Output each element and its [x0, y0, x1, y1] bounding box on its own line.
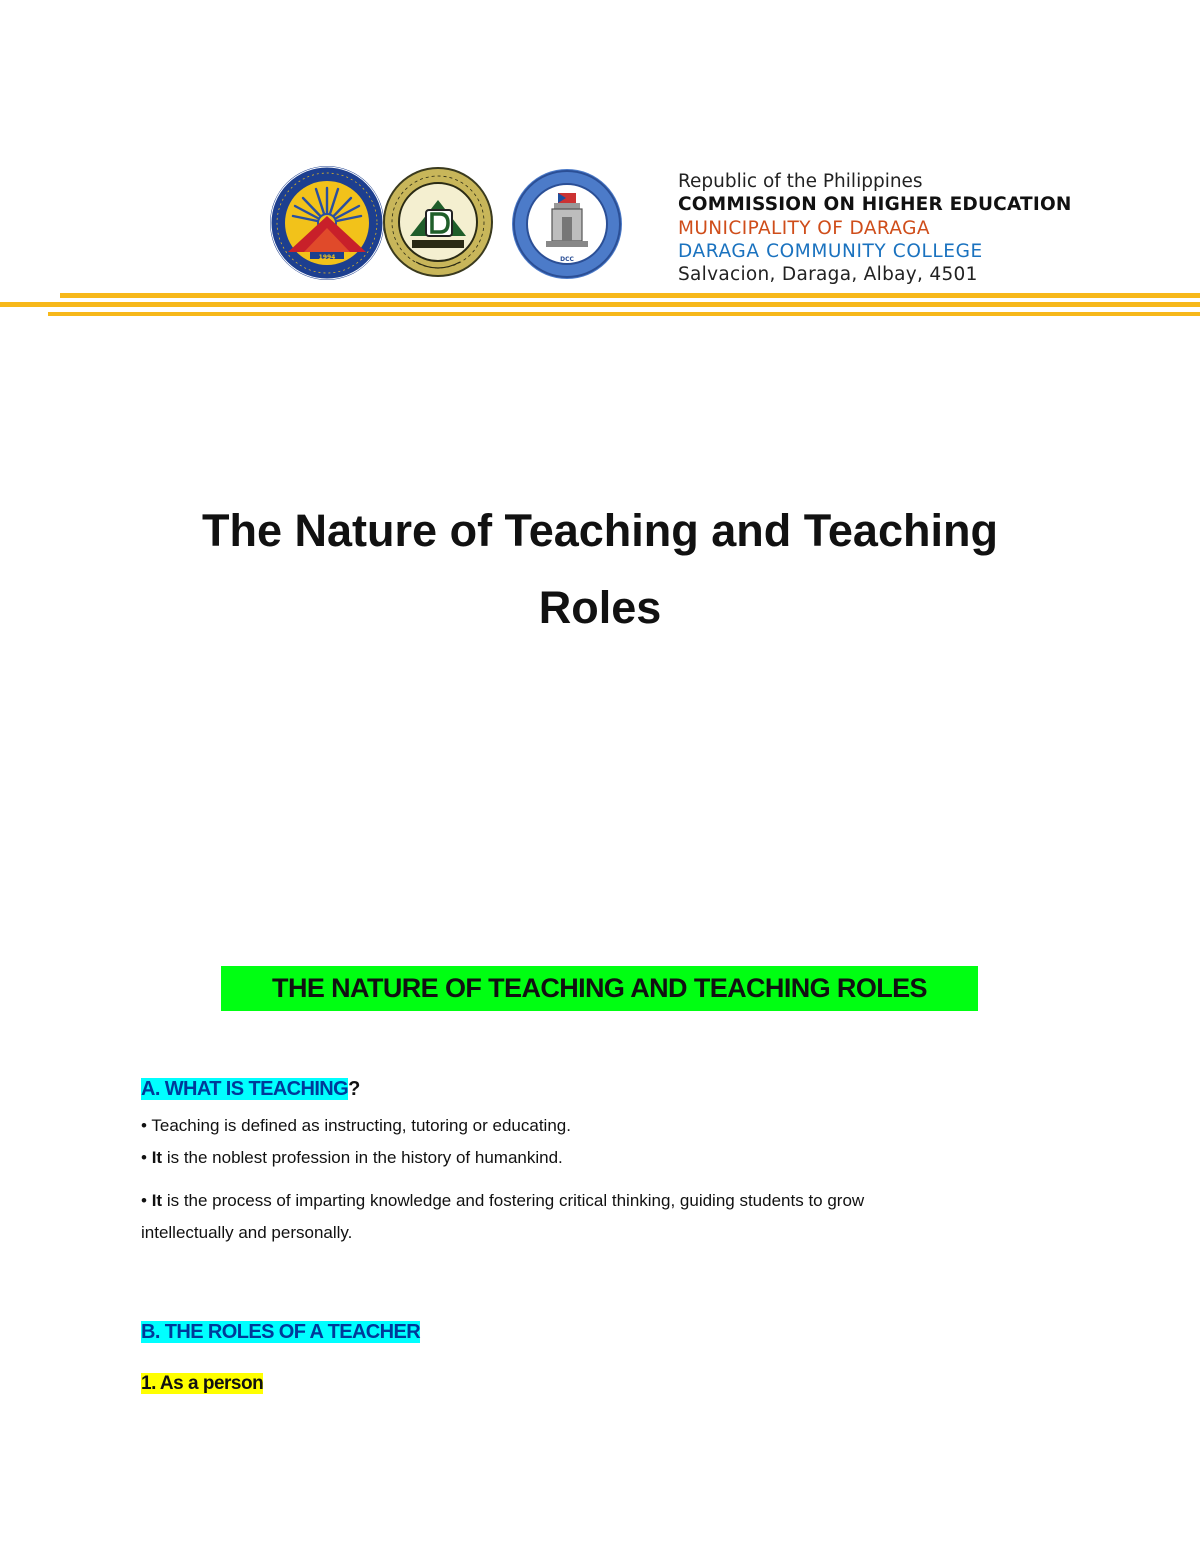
address-line: Salvacion, Daraga, Albay, 4501: [678, 264, 978, 286]
svg-text:1994: 1994: [318, 254, 336, 261]
section-b-heading-text: B. THE ROLES OF A TEACHER: [141, 1321, 421, 1343]
municipality-line: MUNICIPALITY OF DARAGA: [678, 217, 930, 239]
ched-seal-icon: [268, 164, 386, 282]
section-a-heading-text: A. WHAT IS TEACHING: [141, 1078, 349, 1100]
bullet-lead: It: [151, 1148, 163, 1167]
role-item-label: 1. As a person: [141, 1373, 264, 1394]
document-title: [0, 492, 1200, 646]
role-item: [141, 1371, 263, 1397]
bullet-text: Teaching is defined as instructing, tutoring or educating.: [151, 1116, 571, 1135]
svg-text:DCC: DCC: [560, 256, 574, 263]
title-line-2: Roles: [538, 582, 662, 633]
bullet-text: is the process of imparting knowledge and fostering critical thinking, guiding students to grow: [166, 1191, 865, 1210]
header-rule-middle: [0, 302, 1200, 307]
list-item: [141, 1185, 864, 1217]
bullet-lead: It: [151, 1191, 163, 1210]
logo-row: [268, 162, 640, 290]
list-item: [141, 1110, 571, 1142]
section-b-heading: [141, 1318, 420, 1346]
bullet-mark: •: [141, 1191, 147, 1210]
daraga-community-college-seal-icon: [502, 165, 632, 283]
bullet-mark: •: [141, 1148, 147, 1167]
bullet-mark: •: [141, 1116, 147, 1135]
title-line-1: The Nature of Teaching and Teaching: [202, 505, 998, 556]
municipality-of-daraga-seal-icon: [382, 162, 494, 282]
section-a-heading: [141, 1075, 360, 1103]
topic-banner: THE NATURE OF TEACHING AND TEACHING ROLES: [221, 966, 978, 1011]
bullet-continuation: intellectually and personally.: [141, 1223, 353, 1242]
letterhead: [678, 170, 1072, 286]
commission-line: COMMISSION ON HIGHER EDUCATION: [678, 194, 1072, 216]
list-item: [141, 1142, 563, 1174]
section-a-heading-suffix: ?: [348, 1078, 360, 1100]
header-rule-top: [60, 293, 1200, 298]
bullet-text: is the noblest profession in the history of humankind.: [166, 1148, 563, 1167]
college-line: DARAGA COMMUNITY COLLEGE: [678, 240, 983, 262]
republic-line: Republic of the Philippines: [678, 171, 923, 192]
header-rule-bottom: [48, 312, 1200, 316]
